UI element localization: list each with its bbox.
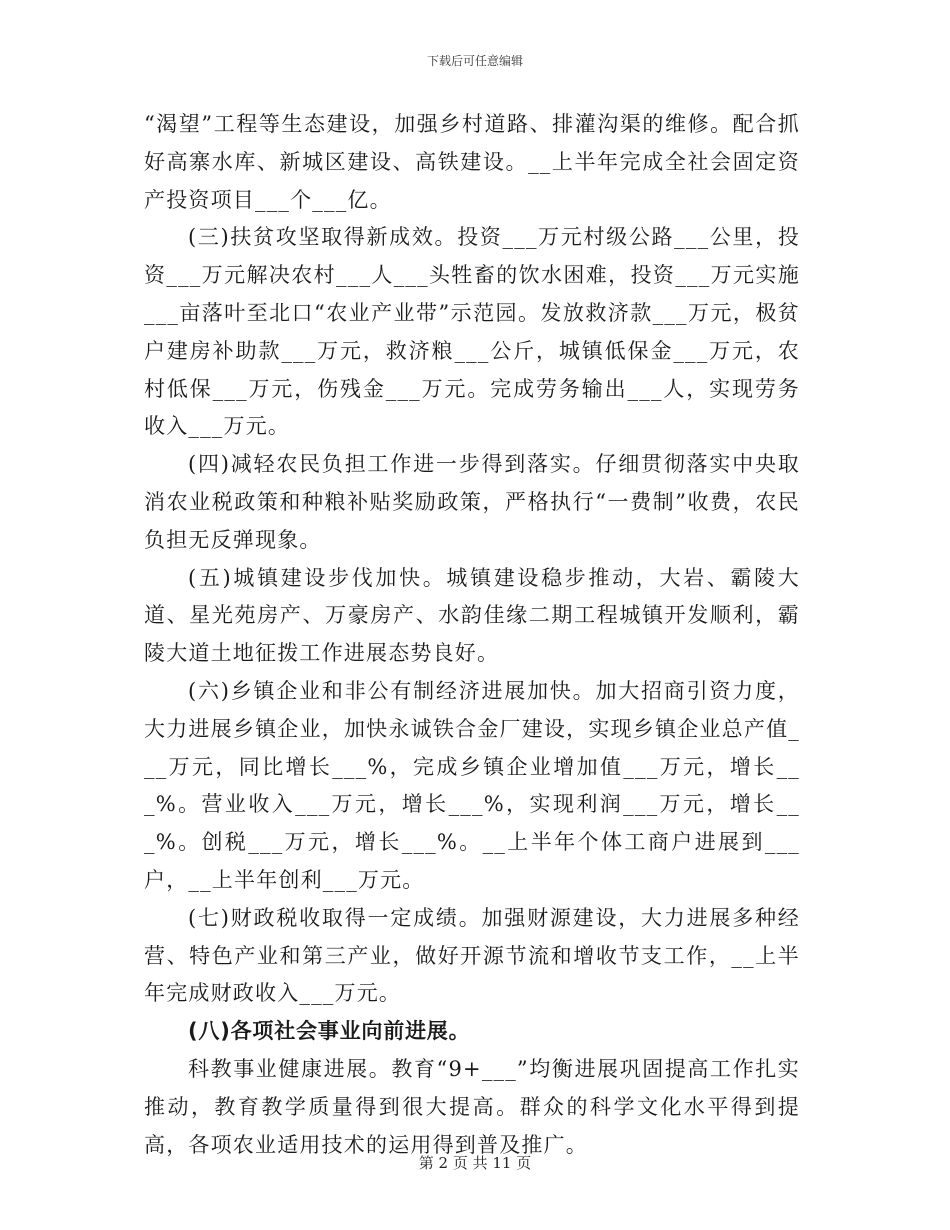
document-body [144,106,800,1164]
paragraph-fiscal-revenue: (七)财政税收取得一定成绩。加强财源建设，大力进展多种经营、特色产业和第三产业，做好开源节流和增收节支工作，__上半年完成财政收入___万元。 [144,905,800,1006]
paragraph-township-enterprise: (六)乡镇企业和非公有制经济进展加快。加大招商引资力度，大力进展乡镇企业，加快永诚铁合金厂建设，实现乡镇企业总产值___万元，同比增长___%，完成乡镇企业增加值___万元，增长___%。营业收入___万元，增长___%，实现利润___万元，增长___%。创税___万元，增长___%。__上半年个体工商户进展到___户，__上半年创利___万元。 [144,678,800,892]
section-heading-social-affairs: (八)各项社会事业向前进展。 [188,1019,471,1044]
paragraph-science-education: 科教事业健康进展。教育“9+___”均衡进展巩固提高工作扎实推动，教育教学质量得到很大提高。群众的科学文化水平得到提高，各项农业适用技术的运用得到普及推广。 [144,1056,800,1157]
paragraph-town-construction: (五)城镇建设步伐加快。城镇建设稳步推动，大岩、霸陵大道、星光苑房产、万豪房产、水韵佳缘二期工程城镇开发顺利，霸陵大道土地征拨工作进展态势良好。 [144,565,800,666]
page-header: 下载后可任意编辑 [426,54,523,68]
paragraph-poverty-alleviation: (三)扶贫攻坚取得新成效。投资___万元村级公路___公里，投资___万元解决农村___人___头牲畜的饮水困难，投资___万元实施___亩落叶至北口“农业产业带”示范园。发放救济款___万元，极贫户建房补助款___万元，救济粮___公斤，城镇低保金___万元，农村低保___万元，伤残金___万元。完成劳务输出___人，实现劳务收入___万元。 [144,225,800,439]
paragraph-farmer-burden: (四)减轻农民负担工作进一步得到落实。仔细贯彻落实中央取消农业税政策和种粮补贴奖励政策，严格执行“一费制”收费，农民负担无反弹现象。 [144,452,800,552]
paragraph-continued: “渴望”工程等生态建设，加强乡村道路、排灌沟渠的维修。配合抓好高寨水库、新城区建设、高铁建设。__上半年完成全社会固定资产投资项目___个___亿。 [144,112,800,212]
page-footer: 第 2 页 共 11 页 [418,1154,532,1172]
